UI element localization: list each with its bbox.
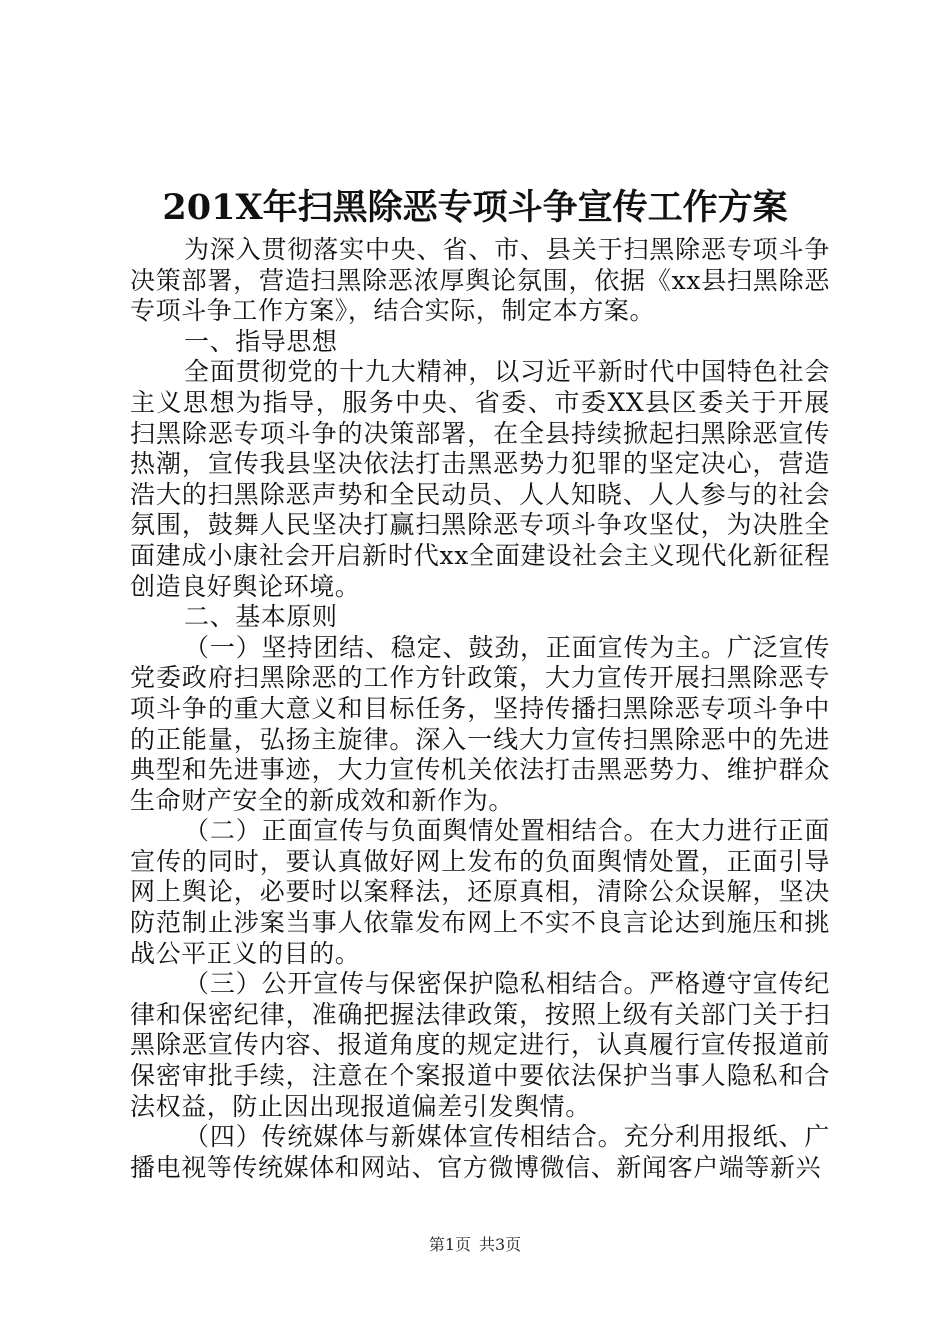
section-heading-guiding-ideology: 一、指导思想 xyxy=(184,326,338,356)
document-body xyxy=(130,235,830,1183)
principle-1-paragraph: （一）坚持团结、稳定、鼓劲，正面宣传为主。广泛宣传党委政府扫黑除恶的工作方针政策，大力宣传开展扫黑除恶专项斗争的重大意义和目标任务，坚持传播扫黑除恶专项斗争中的正能量，弘扬主旋律。深入一线大力宣传扫黑除恶中的先进典型和先进事迹，大力宣传机关依法打击黑恶势力、维护群众生命财产安全的新成效和新作为。 xyxy=(130,632,830,815)
intro-paragraph: 为深入贯彻落实中央、省、市、县关于扫黑除恶专项斗争决策部署，营造扫黑除恶浓厚舆论氛围，依据《xx县扫黑除恶专项斗争工作方案》，结合实际，制定本方案。 xyxy=(130,235,830,326)
guiding-ideology-paragraph: 全面贯彻党的十九大精神，以习近平新时代中国特色社会主义思想为指导，服务中央、省委、市委XX县区委关于开展扫黑除恶专项斗争的决策部署，在全县持续掀起扫黑除恶宣传热潮，宣传我县坚决依法打击黑恶势力犯罪的坚定决心，营造浩大的扫黑除恶声势和全民动员、人人知晓、人人参与的社会氛围，鼓舞人民坚决打赢扫黑除恶专项斗争攻坚仗，为决胜全面建成小康社会开启新时代xx全面建设社会主义现代化新征程创造良好舆论环境。 xyxy=(130,357,830,601)
principle-3-paragraph: （三）公开宣传与保密保护隐私相结合。严格遵守宣传纪律和保密纪律，准确把握法律政策，按照上级有关部门关于扫黑除恶宣传内容、报道角度的规定进行，认真履行宣传报道前保密审批手续，注意在个案报道中要依法保护当事人隐私和合法权益，防止因出现报道偏差引发舆情。 xyxy=(130,969,830,1121)
principle-4-paragraph: （四）传统媒体与新媒体宣传相结合。充分利用报纸、广播电视等传统媒体和网站、官方微博微信、新闻客户端等新兴 xyxy=(130,1122,830,1182)
document-title: 201X年扫黑除恶专项斗争宣传工作方案 xyxy=(162,187,788,228)
section-heading-basic-principles: 二、基本原则 xyxy=(184,602,338,632)
page-total: 共3页 xyxy=(479,1235,522,1254)
principle-2-paragraph: （二）正面宣传与负面舆情处置相结合。在大力进行正面宣传的同时，要认真做好网上发布的负面舆情处置，正面引导网上舆论，必要时以案释法，还原真相，清除公众误解，坚决防范制止涉案当事人依靠发布网上不实不良言论达到施压和挑战公平正义的目的。 xyxy=(130,816,830,968)
page-number: 第1页 xyxy=(428,1235,471,1254)
page-footer xyxy=(0,1235,950,1255)
